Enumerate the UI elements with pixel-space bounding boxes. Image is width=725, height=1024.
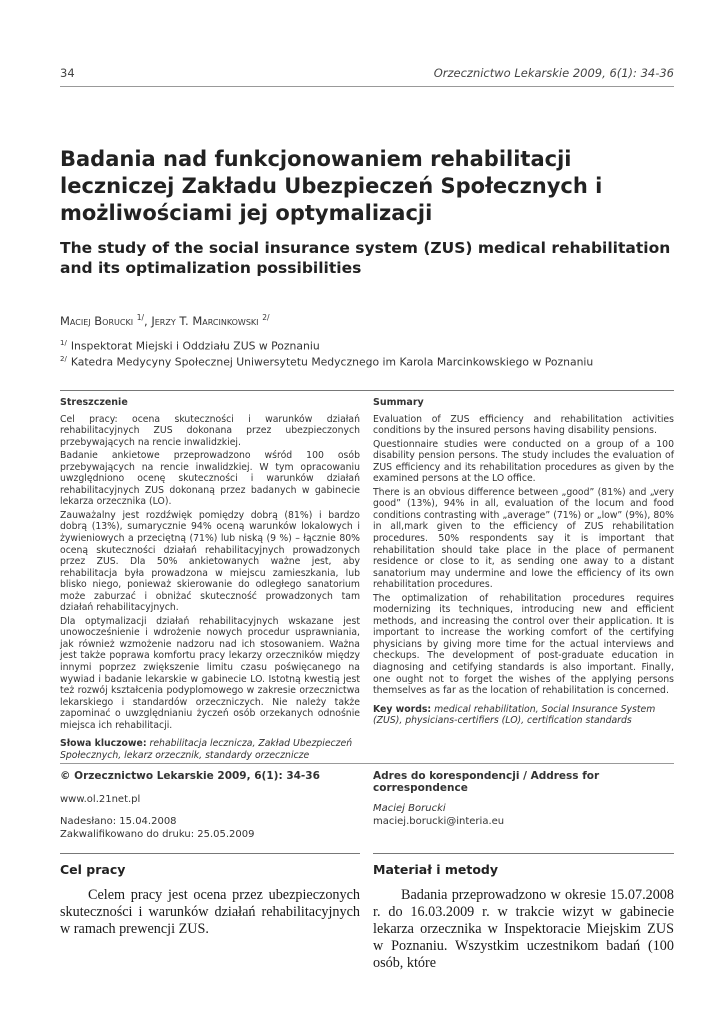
title-polish: Badania nad funkcjonowaniem rehabilitacji leczniczej Zakładu Ubezpieczeń Społecznych i możliwościami jej optymalizacji [60,147,603,225]
abstract-paragraph: Cel pracy: ocena skuteczności i warunków działań rehabilitacyjnych ZUS dokonana przez ubezpieczonych przebywających na rencie inwalidzkiej. [60,413,360,448]
affiliation-text: Katedra Medycyny Społecznej Uniwersytetu Medycznego im Karola Marcinkowskiego w Poznaniu [70,355,594,369]
author-line [60,313,270,328]
received-date: Nadesłano: 15.04.2008 [60,816,177,827]
body-divider-right [373,853,674,854]
info-divider [60,763,674,764]
keywords-english [373,704,674,727]
correspondence-name: Maciej Borucki [373,803,446,814]
abstract-paragraph: The optimalization of rehabilitation procedures requires modernizing its techniques, introducing new and efficient methods, and increasing the control over their application. It is important to increase the working comfort of the certifying physicians by giving more time for the actual interviews and checkups. The development of post-graduate education in diagnosing and cetifying standards is also important. Finally, one ought not to forget the wishes of the applying persons themselves as far as the location of rehabilitation is concerned. [373,592,674,697]
keywords-label: Key words: [373,703,432,715]
affiliation-text: Inspektorat Miejski i Oddziału ZUS w Poznaniu [70,339,320,353]
title-english: The study of the social insurance system (ZUS) medical rehabilitation and its optimalization possibilities [60,239,671,277]
author-name: Jerzy T. Marcinkowski [151,313,259,328]
keywords-list: medical rehabilitation, Social Insurance System (ZUS), physicians-certifiers (LO), certification standards [373,703,656,727]
abstract-english [373,397,674,727]
journal-url[interactable]: www.ol.21net.pl [60,794,141,805]
running-header [60,66,674,84]
author-name: Maciej Borucki [60,313,134,328]
keywords-label: Słowa kluczowe: [60,738,147,750]
correspondence-heading: Adres do korespondencji / Address for correspondence [373,770,600,794]
copyright-line: © Orzecznictwo Lekarskie 2009, 6(1): 34-36 [60,770,320,782]
section-heading: Materiał i metody [373,862,498,877]
section-material-metody [373,862,674,972]
journal-citation: Orzecznictwo Lekarskie 2009, 6(1): 34-36 [433,66,674,80]
keywords-list: rehabilitacja lecznicza, Zakład Ubezpieczeń Społecznych, lekarz orzecznik, standardy orzecznicze [60,738,353,761]
abstract-paragraph: Evaluation of ZUS efficiency and rehabilitation activities conditions by the insured persons having disability pensions. [373,413,674,437]
page-number: 34 [60,66,75,80]
abstract-paragraph: Badanie ankietowe przeprowadzono wśród 100 osób przebywających na rencie inwalidzkiej. W tym opracowaniu uwzględniono ocenę skuteczności i warunków działań rehabilitacyjnych ZUS dokonaną przez badanych w gabinecie lekarza orzecznika (LO). [60,450,360,508]
abstract-paragraph: There is an obvious difference between „good” (81%) and „very good” (13%), 94% in all, evaluation of the locum and food conditions contrasting with „average” (71%) or „low” (9%), 80% in all,mark given to the efficiency of ZUS rehabilitation procedures. 50% respondents say it is important that rehabilitation should take place in the place of permanent residence or close to it, as sending one away to a distant sanatorium may undermine and lowe the efficiency of its own rehabilitation procedures. [373,486,674,591]
summary-heading: Summary [373,397,424,408]
author-separator: , [144,313,152,328]
section-heading: Cel pracy [60,862,126,877]
affiliation [60,339,320,353]
affiliation [60,355,593,369]
abstract-paragraph: Zauważalny jest rozdźwięk pomiędzy dobrą (81%) i bardzo dobrą (13%), sumarycznie 94% oceną warunków lokalowych i żywieniowych a przeciętną (71%) lub niską (9 %) – łącznie 80% oceną skuteczności działań rehabilitacyjnych prowadzonych przez ZUS. Dla 50% ankietowanych ważne jest, aby rehabilitacja była prowadzona w miejscu zamieszkania, lub blisko niego, ponieważ skierowanie do odległego sanatorium może zaburzać i obniżać skuteczność prowadzonych tam działań rehabilitacyjnych. [60,509,360,614]
accepted-date: Zakwalifikowano do druku: 25.05.2009 [60,829,255,840]
body-divider-left [60,853,360,854]
correspondence-email[interactable]: maciej.borucki@interia.eu [373,816,505,827]
section-text: Badania przeprowadzono w okresie 15.07.2008 r. do 16.03.2009 r. w trakcie wizyt w gabinecie lekarza orzecznika w Inspektoracie Miejskim ZUS w Poznaniu. Wszystkim uczestnikom badań (100 osób, które [373,887,674,971]
section-cel-pracy [60,862,360,938]
correspondence-info [373,770,674,828]
abstract-divider [60,390,674,391]
abstract-paragraph: Questionnaire studies were conducted on a group of a 100 disability pension persons. The study includes the evaluation of ZUS efficiency and its rehabilitation procedures as given by the examined persons at the LO office. [373,438,674,485]
streszczenie-heading: Streszczenie [60,397,128,408]
abstract-polish [60,397,360,761]
author-affiliation-marker: 1/ [136,313,145,322]
affiliation-marker: 2/ [60,355,67,363]
affiliation-marker: 1/ [60,339,67,347]
section-text: Celem pracy jest ocena przez ubezpieczonych skuteczności i warunków działań rehabilitacyjnych w ramach prewencji ZUS. [60,887,360,937]
header-divider [60,86,674,87]
keywords-polish [60,738,360,761]
publication-dates [60,815,360,841]
author-affiliation-marker: 2/ [262,313,270,322]
abstract-paragraph: Dla optymalizacji działań rehabilitacyjnych wskazane jest unowocześnienie i wdrożenie nowych procedur usprawniania, jak również wzmożenie nadzoru nad ich stosowaniem. Ważna jest także poprawa komfortu pracy lekarzy orzeczników między innymi poprzez zwiększenie limitu czasu poświęcanego na wywiad i badanie lekarskie w gabinecie LO. Istotną kwestią jest też rozwój kształcenia podyplomowego w zakresie orzecznictwa lekarskiego i standardów orzeczniczych. Nie należy także zapominać o uwzględnianiu życzeń osób orzekanych odnośnie miejsca ich rehabilitacji. [60,615,360,731]
publication-info [60,770,360,841]
